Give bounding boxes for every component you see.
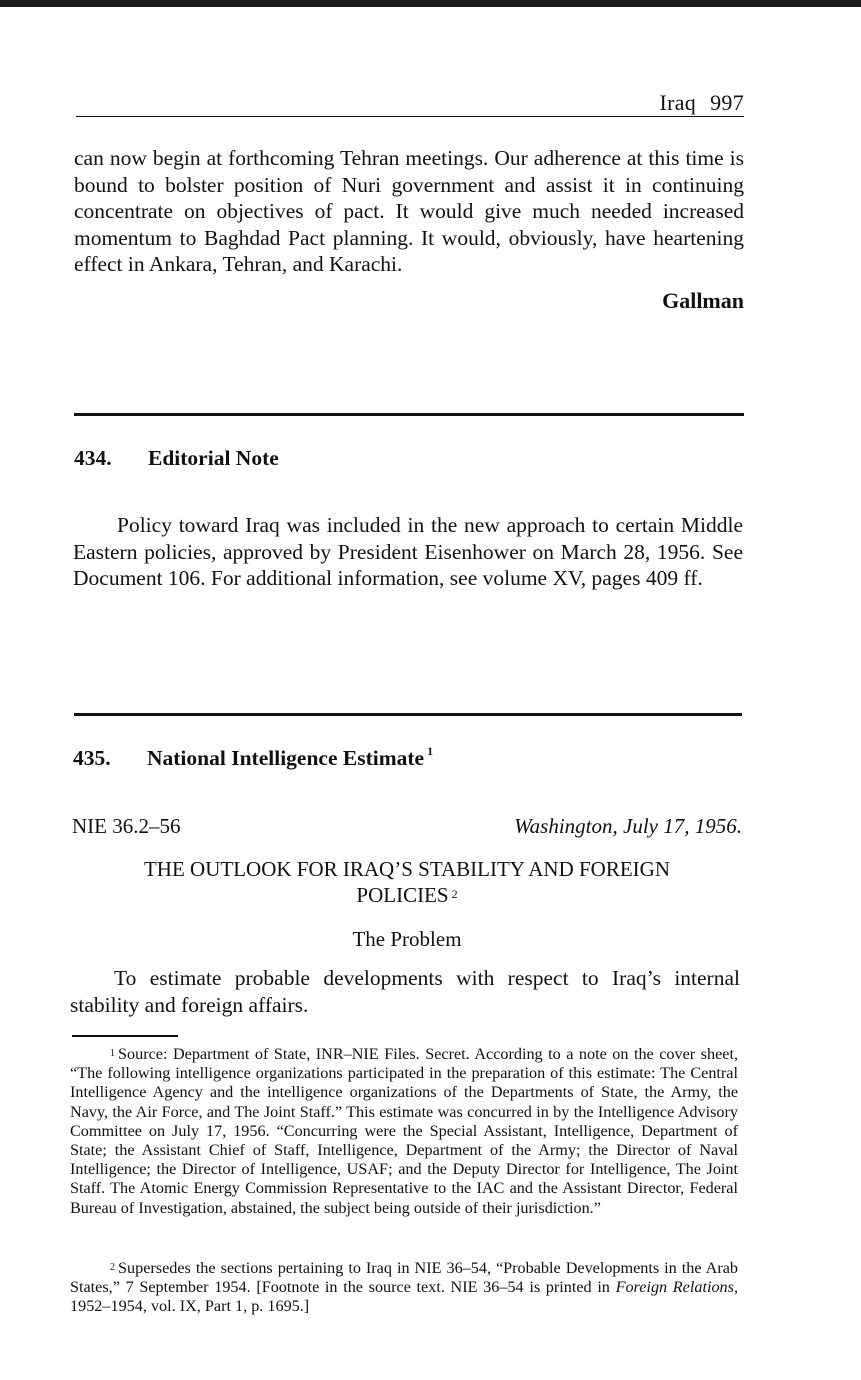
footnote-2-text-a: Supersedes the sections pertaining to Iraq in NIE 36–54, “Probable Developments in the Arab States,” 7 September 1954. [Footnote in the source text. NIE 36–54 is printed in bbox=[70, 1259, 738, 1297]
footnote-2-italic: Foreign Relations, bbox=[615, 1278, 738, 1297]
footnote-1 bbox=[70, 1045, 738, 1218]
footnote-2-text-b: 1952–1954, vol. IX, Part 1, p. 1695.] bbox=[70, 1297, 310, 1316]
document-id: NIE 36.2–56 bbox=[72, 814, 181, 838]
footnote-rule bbox=[72, 1035, 178, 1037]
footnote-ref: 1 bbox=[427, 744, 434, 758]
section-divider bbox=[74, 413, 744, 416]
footnote-mark: 2 bbox=[110, 1262, 115, 1273]
estimate-heading bbox=[72, 856, 742, 908]
place-date: Washington, July 17, 1956. bbox=[514, 814, 742, 838]
continuation-paragraph: can now begin at forthcoming Tehran meetings. Our adherence at this time is bound to bolster position of Nuri government and assist it in continuing concentrate on objectives of pact. It would give much needed increased momentum to Baghdad Pact planning. It would, obviously, have heartening effect in Ankara, Tehran, and Karachi. bbox=[74, 146, 744, 276]
estimate-heading-line2: POLICIES bbox=[356, 883, 449, 907]
running-head-text bbox=[659, 90, 744, 116]
footnote-1-text: Source: Department of State, INR–NIE Files. Secret. According to a note on the cover sheet, “The following intelligence organizations participated in the preparation of this estimate: The Central Intelligence Agency and the intelligence organizations of the Departments of State, the Army, the Navy, the Air Force, and The Joint Staff.” This estimate was concurred in by the Intelligence Advisory Committee on July 17, 1956. “Concurring were the Special Assistant, Intelligence, Department of State; the Assistant Chief of Staff, Intelligence, Department of the Army; the Director of Naval Intelligence; the Director of Intelligence, USAF; and the Deputy Director for Intelligence, The Joint Staff. The Atomic Energy Commission Representative to the IAC and the Assistant Director, Federal Bureau of Investigation, abstained, the subject being outside of their jurisdiction.” bbox=[70, 1045, 738, 1217]
footnote-2 bbox=[70, 1259, 738, 1317]
section-divider bbox=[74, 713, 742, 716]
estimate-heading-line1: THE OUTLOOK FOR IRAQ’S STABILITY AND FOREIGN bbox=[143, 857, 671, 881]
section-subheading: The Problem bbox=[352, 927, 462, 951]
editorial-note-body: Policy toward Iraq was included in the new approach to certain Middle Eastern policies, approved by President Eisenhower on March 28, 1956. See Document 106. For additional information, see volume XV, pages 409 ff. bbox=[73, 513, 743, 590]
scan-top-edge bbox=[0, 0, 861, 7]
running-head bbox=[76, 86, 744, 117]
document-heading-435 bbox=[73, 746, 433, 771]
footnote-ref: 2 bbox=[451, 887, 458, 901]
problem-body: To estimate probable developments with respect to Iraq’s internal stability and foreign affairs. bbox=[70, 966, 740, 1017]
estimate-heading-line2-wrap bbox=[72, 882, 742, 908]
page-number: 997 bbox=[710, 90, 744, 115]
document-title: National Intelligence Estimate bbox=[147, 746, 425, 770]
document-number: 434. bbox=[74, 446, 112, 470]
document-title: Editorial Note bbox=[148, 446, 279, 470]
document-number: 435. bbox=[73, 746, 111, 770]
document-heading-434 bbox=[74, 446, 279, 471]
signature: Gallman bbox=[662, 288, 744, 313]
footnote-mark: 1 bbox=[110, 1048, 115, 1059]
running-head-title: Iraq bbox=[659, 90, 697, 115]
document-meta bbox=[72, 814, 742, 842]
